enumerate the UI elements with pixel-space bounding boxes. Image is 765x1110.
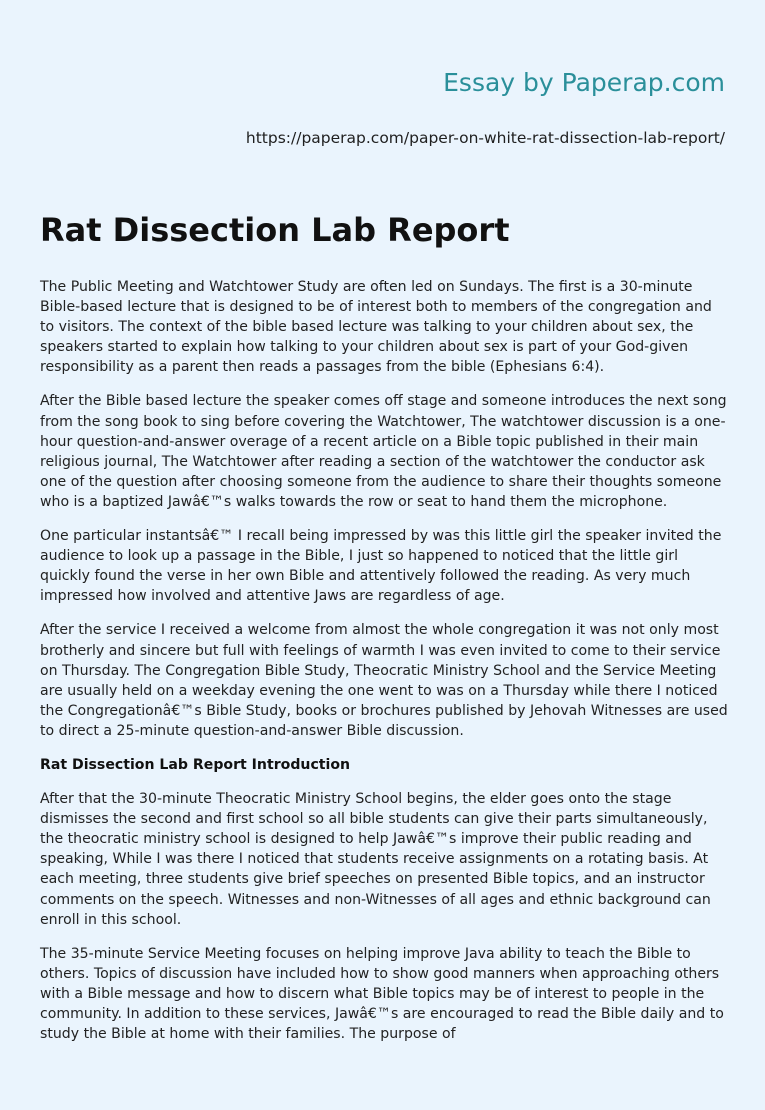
source-url-link[interactable]: https://paperap.com/paper-on-white-rat-dissection-lab-report/ [245,129,725,147]
article-body [40,277,730,1058]
paragraph-6: The 35-minute Service Meeting focuses on helping improve Java ability to teach the Bible to others. Topics of discussion have included how to show good manners when approaching others with a Bible message and how to discern what Bible topics may be of interest to people in the community. In addition to these services, Jawâ€™s are encouraged to read the Bible daily and to study the Bible at home with their families. The purpose of [40,945,724,1043]
paragraph-2: After the Bible based lecture the speaker comes off stage and someone introduces the next song from the song book to sing before covering the Watchtower, The watchtower discussion is a one-hour question-and-answer overage of a recent article on a Bible topic published in their main religious journal, The Watchtower after reading a section of the watchtower the conductor ask one of the question after choosing someone from the audience to share their thoughts someone who is a baptized Jawâ€™s walks towards the row or seat to hand them the microphone. [40,393,727,510]
section-heading: Rat Dissection Lab Report Introduction [40,756,351,773]
page-title: Rat Dissection Lab Report [40,211,510,249]
paragraph-5: After that the 30-minute Theocratic Ministry School begins, the elder goes onto the stage dismisses the second and first school so all bible students can give their parts simultaneously, the theocratic ministry school is designed to help Jawâ€™s improve their public reading and speaking, While I was there I noticed that students receive assignments on a rotating basis. At each meeting, three students give brief speeches on presented Bible topics, and an instructor comments on the speech. Witnesses and non-Witnesses of all ages and ethnic background can enroll in this school. [40,791,711,928]
paragraph-1: The Public Meeting and Watchtower Study are often led on Sundays. The first is a 30-minute Bible-based lecture that is designed to be of interest both to members of the congregation and to visitors. The context of the bible based lecture was talking to your children about sex, the speakers started to explain how talking to your children about sex is part of your God-given responsibility as a parent then reads a passages from the bible (Ephesians 6:4). [40,279,712,376]
paragraph-3: One particular instantsâ€™ I recall being impressed by was this little girl the speaker invited the audience to look up a passage in the Bible, I just so happened to noticed that the little girl quickly found the verse in her own Bible and attentively followed the reading. As very much impressed how involved and attentive Jaws are regardless of age. [40,528,722,605]
site-brand-link[interactable]: Essay by Paperap.com [443,68,725,97]
paragraph-4: After the service I received a welcome from almost the whole congregation it was not only most brotherly and sincere but full with feelings of warmth I was even invited to come to their service on Thursday. The Congregation Bible Study, Theocratic Ministry School and the Service Meeting are usually held on a weekday evening the one went to was on a Thursday while there I noticed the Congregationâ€™s Bible Study, books or brochures published by Jehovah Witnesses are used to direct a 25-minute question-and-answer Bible discussion. [40,622,728,739]
page-header [0,0,765,170]
